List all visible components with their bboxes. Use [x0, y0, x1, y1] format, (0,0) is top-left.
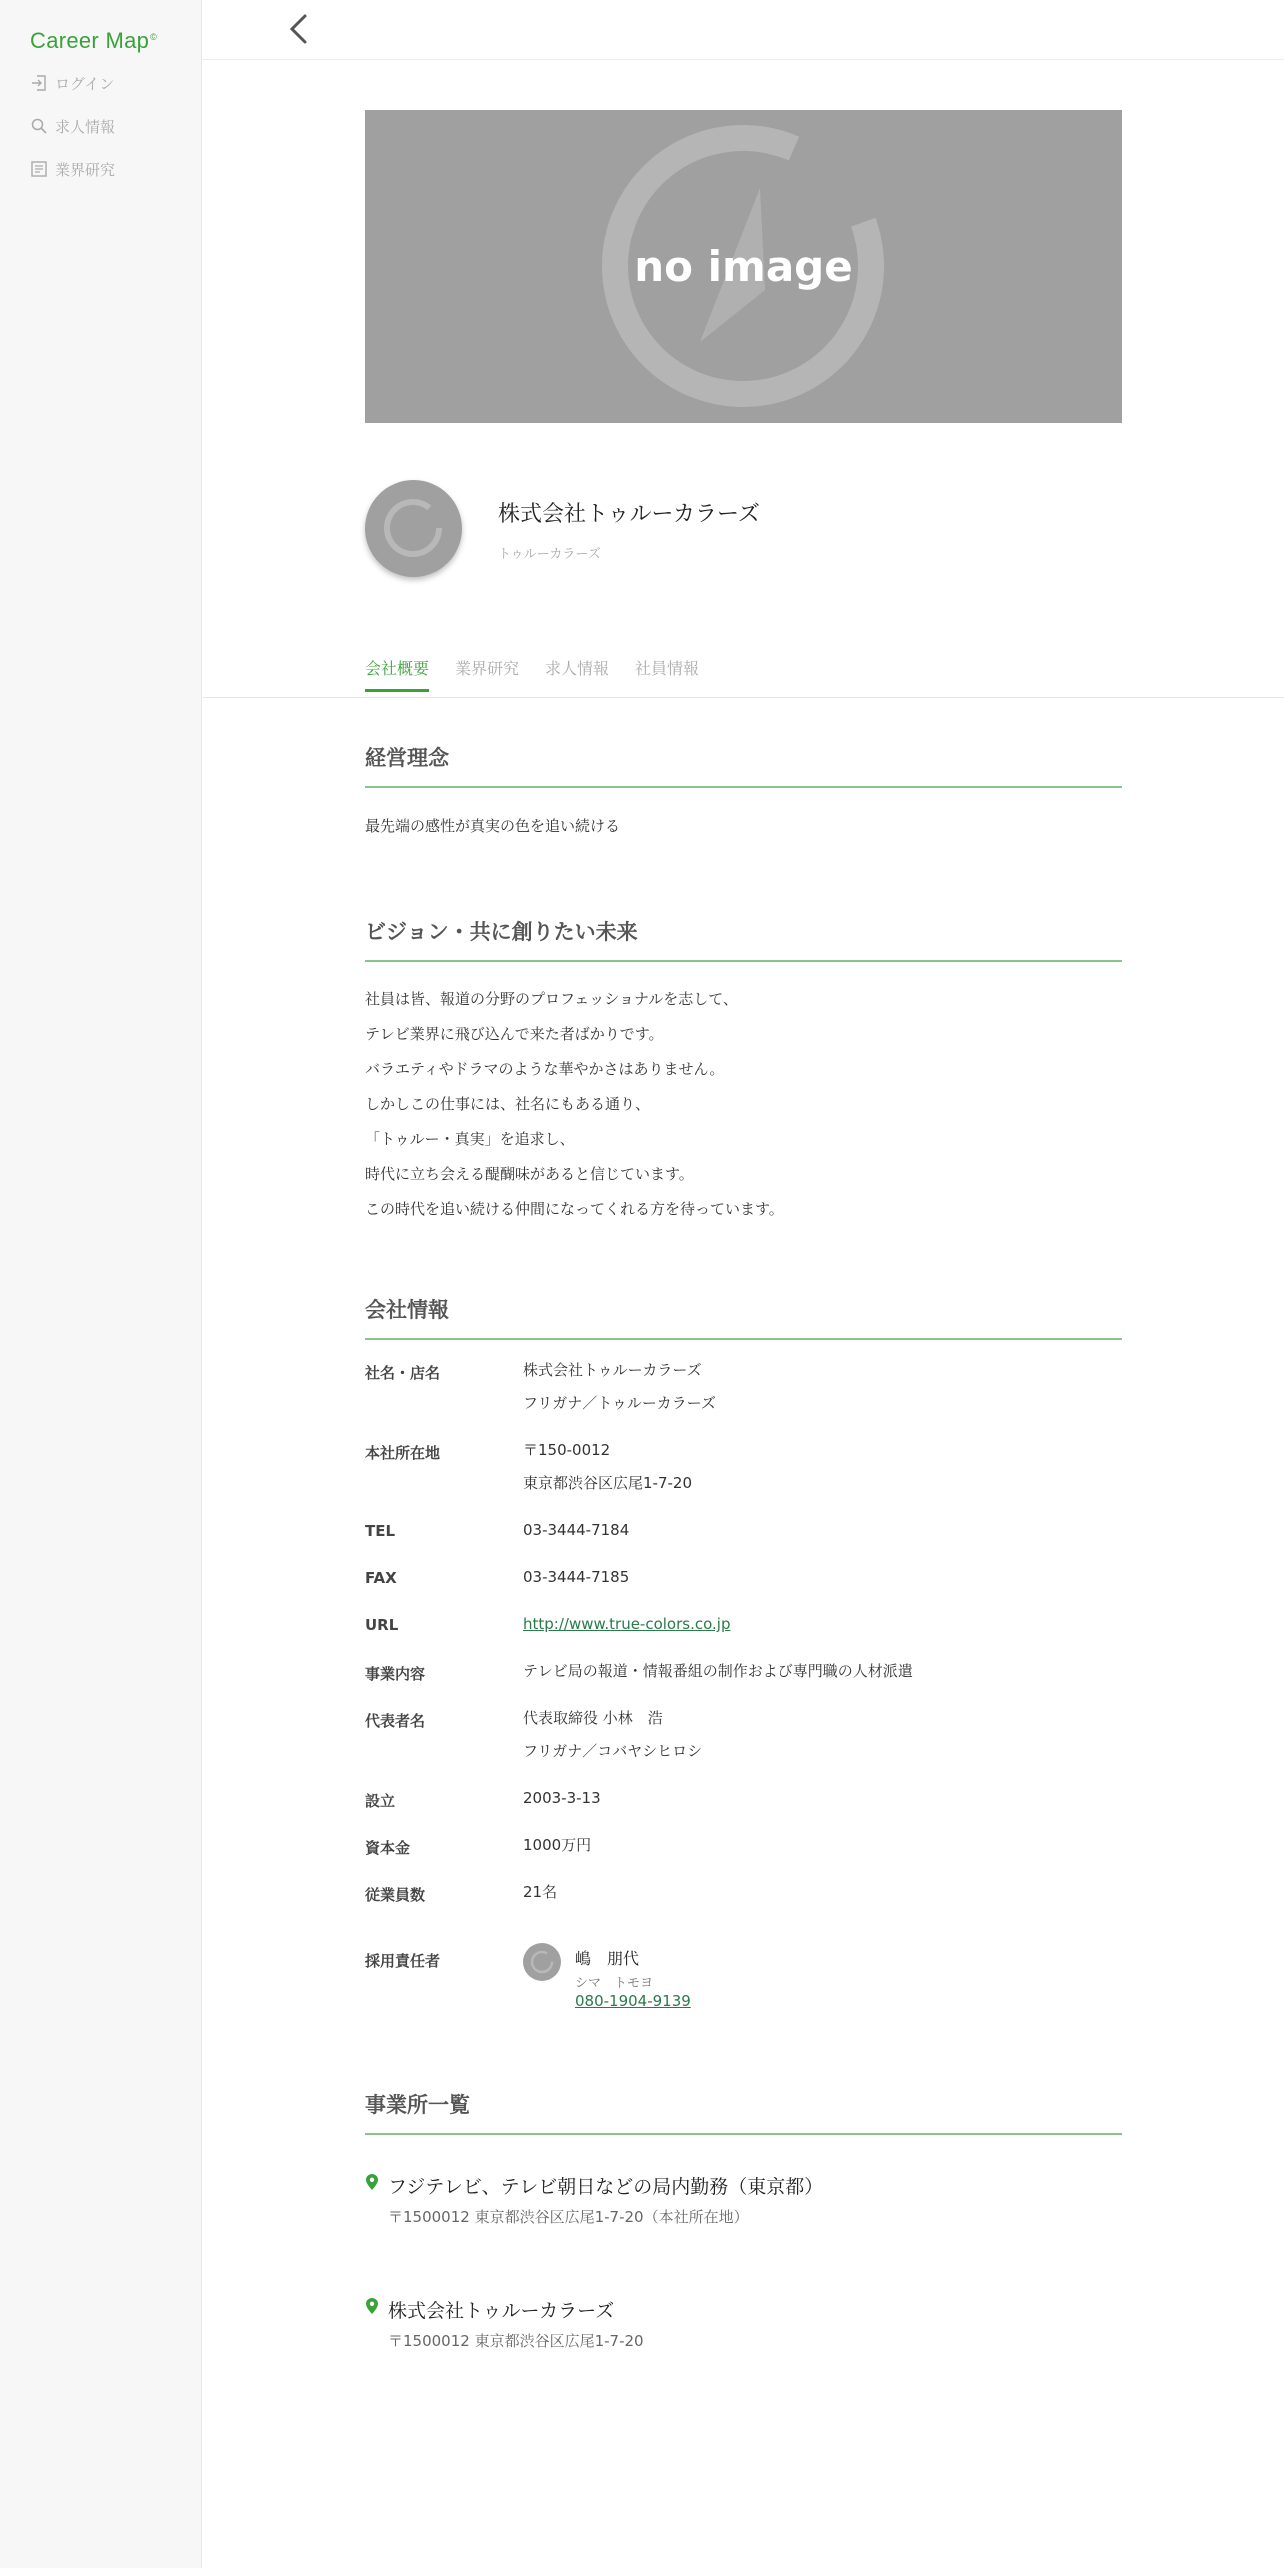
- info-value-line: フリガナ／コバヤシヒロシ: [523, 1742, 703, 1760]
- tab-divider: [203, 697, 1284, 698]
- info-value: [523, 1608, 730, 1641]
- no-image-logo-icon: [523, 1943, 561, 1981]
- office-name: フジテレビ、テレビ朝日などの局内勤務（東京都）: [388, 2176, 824, 2198]
- company-name: 株式会社トゥルーカラーズ: [498, 502, 760, 527]
- recruiter-phone-link[interactable]: 080-1904-9139: [575, 1992, 691, 2010]
- info-value: 03-3444-7184: [523, 1521, 630, 1539]
- info-value: 1000万円: [523, 1836, 592, 1854]
- vision-line: 社員は皆、報道の分野のプロフェッショナルを志して、: [365, 990, 738, 1008]
- sidebar: [0, 0, 202, 2568]
- vision-text: [365, 982, 784, 1227]
- vision-line: バラエティやドラマのような華やかさはありません。: [365, 1060, 725, 1078]
- login-icon: [30, 74, 48, 92]
- company-website-link[interactable]: http://www.true-colors.co.jp: [523, 1615, 731, 1633]
- office-address: 〒1500012 東京都渋谷区広尾1-7-20: [388, 2332, 644, 2350]
- vision-line: テレビ業界に飛び込んで来た者ばかりです。: [365, 1025, 664, 1043]
- company-kana: トゥルーカラーズ: [498, 547, 601, 562]
- info-value: テレビ局の報道・情報番組の制作および専門職の人材派遣: [523, 1662, 913, 1680]
- career-map-logo[interactable]: [30, 28, 157, 54]
- info-label: 代表者名: [365, 1712, 426, 1730]
- info-value-line: フリガナ／トゥルーカラーズ: [523, 1394, 716, 1412]
- info-value: [523, 1434, 692, 1500]
- company-logo-avatar: [365, 480, 462, 577]
- info-value: [523, 1702, 702, 1768]
- info-label: TEL: [365, 1522, 396, 1540]
- info-value-line: 株式会社トゥルーカラーズ: [523, 1361, 702, 1379]
- info-label: URL: [365, 1616, 399, 1634]
- document-icon: [30, 160, 48, 178]
- sidebar-item-industry[interactable]: [30, 158, 115, 180]
- info-label: 採用責任者: [365, 1952, 441, 1970]
- vision-line: この時代を追い続ける仲間になってくれる方を待っています。: [365, 1200, 784, 1218]
- info-label: FAX: [365, 1569, 397, 1587]
- info-value: 03-3444-7185: [523, 1568, 630, 1586]
- info-label: 設立: [365, 1792, 396, 1810]
- tab-industry[interactable]: 業界研究: [455, 659, 520, 678]
- sidebar-item-jobs[interactable]: [30, 115, 115, 137]
- no-image-logo-icon: [365, 480, 462, 577]
- sidebar-item-label: ログイン: [55, 74, 115, 93]
- vision-line: しかしこの仕事には、社名にもある通り、: [365, 1095, 651, 1113]
- vision-line: 「トゥルー・真実」を追求し、: [365, 1130, 575, 1148]
- hero-image-placeholder: [365, 110, 1122, 423]
- info-label: 資本金: [365, 1839, 411, 1857]
- tab-overview[interactable]: 会社概要: [365, 656, 429, 692]
- info-label: 社名・店名: [365, 1364, 441, 1382]
- chevron-left-icon: [283, 12, 313, 48]
- search-icon: [30, 117, 48, 135]
- sidebar-item-label: 業界研究: [55, 160, 116, 179]
- company-tabs: [365, 656, 725, 692]
- logo-mark: ©: [150, 31, 158, 42]
- info-label: 事業内容: [365, 1665, 426, 1683]
- offices-title: 事業所一覧: [365, 2089, 1122, 2135]
- office-address: 〒1500012 東京都渋谷区広尾1-7-20（本社所在地）: [388, 2208, 749, 2226]
- map-pin-icon: [366, 2174, 378, 2190]
- info-label: 従業員数: [365, 1886, 426, 1904]
- philosophy-text: 最先端の感性が真実の色を追い続ける: [365, 817, 621, 835]
- top-bar: [203, 0, 1284, 60]
- philosophy-title: 経営理念: [365, 742, 1122, 788]
- info-value-line: 東京都渋谷区広尾1-7-20: [523, 1474, 692, 1492]
- company-info-title: 会社情報: [365, 1294, 1122, 1340]
- info-value-line: 〒150-0012: [523, 1441, 611, 1459]
- info-value-line: 代表取締役 小林 浩: [523, 1709, 663, 1727]
- hero-placeholder-text: no image: [634, 242, 853, 291]
- recruiter-avatar: [523, 1943, 561, 1981]
- map-pin-icon: [366, 2298, 378, 2314]
- vision-title: ビジョン・共に創りたい未来: [365, 916, 1122, 962]
- info-label: 本社所在地: [365, 1444, 441, 1462]
- recruiter-kana: シマ トモヨ: [575, 1976, 654, 1991]
- sidebar-item-label: 求人情報: [55, 117, 116, 136]
- back-button[interactable]: [283, 12, 313, 48]
- office-name: 株式会社トゥルーカラーズ: [388, 2300, 615, 2322]
- info-value: 2003-3-13: [523, 1789, 601, 1807]
- sidebar-nav: [30, 72, 115, 201]
- logo-text: Career Map: [30, 28, 150, 53]
- tab-jobs[interactable]: 求人情報: [545, 659, 610, 678]
- recruiter-name: 嶋 朋代: [575, 1949, 640, 1968]
- vision-line: 時代に立ち会える醍醐味があると信じています。: [365, 1165, 694, 1183]
- info-value: 21名: [523, 1883, 558, 1901]
- tab-employees[interactable]: 社員情報: [635, 659, 700, 678]
- info-value: [523, 1354, 716, 1420]
- sidebar-item-login[interactable]: [30, 72, 115, 94]
